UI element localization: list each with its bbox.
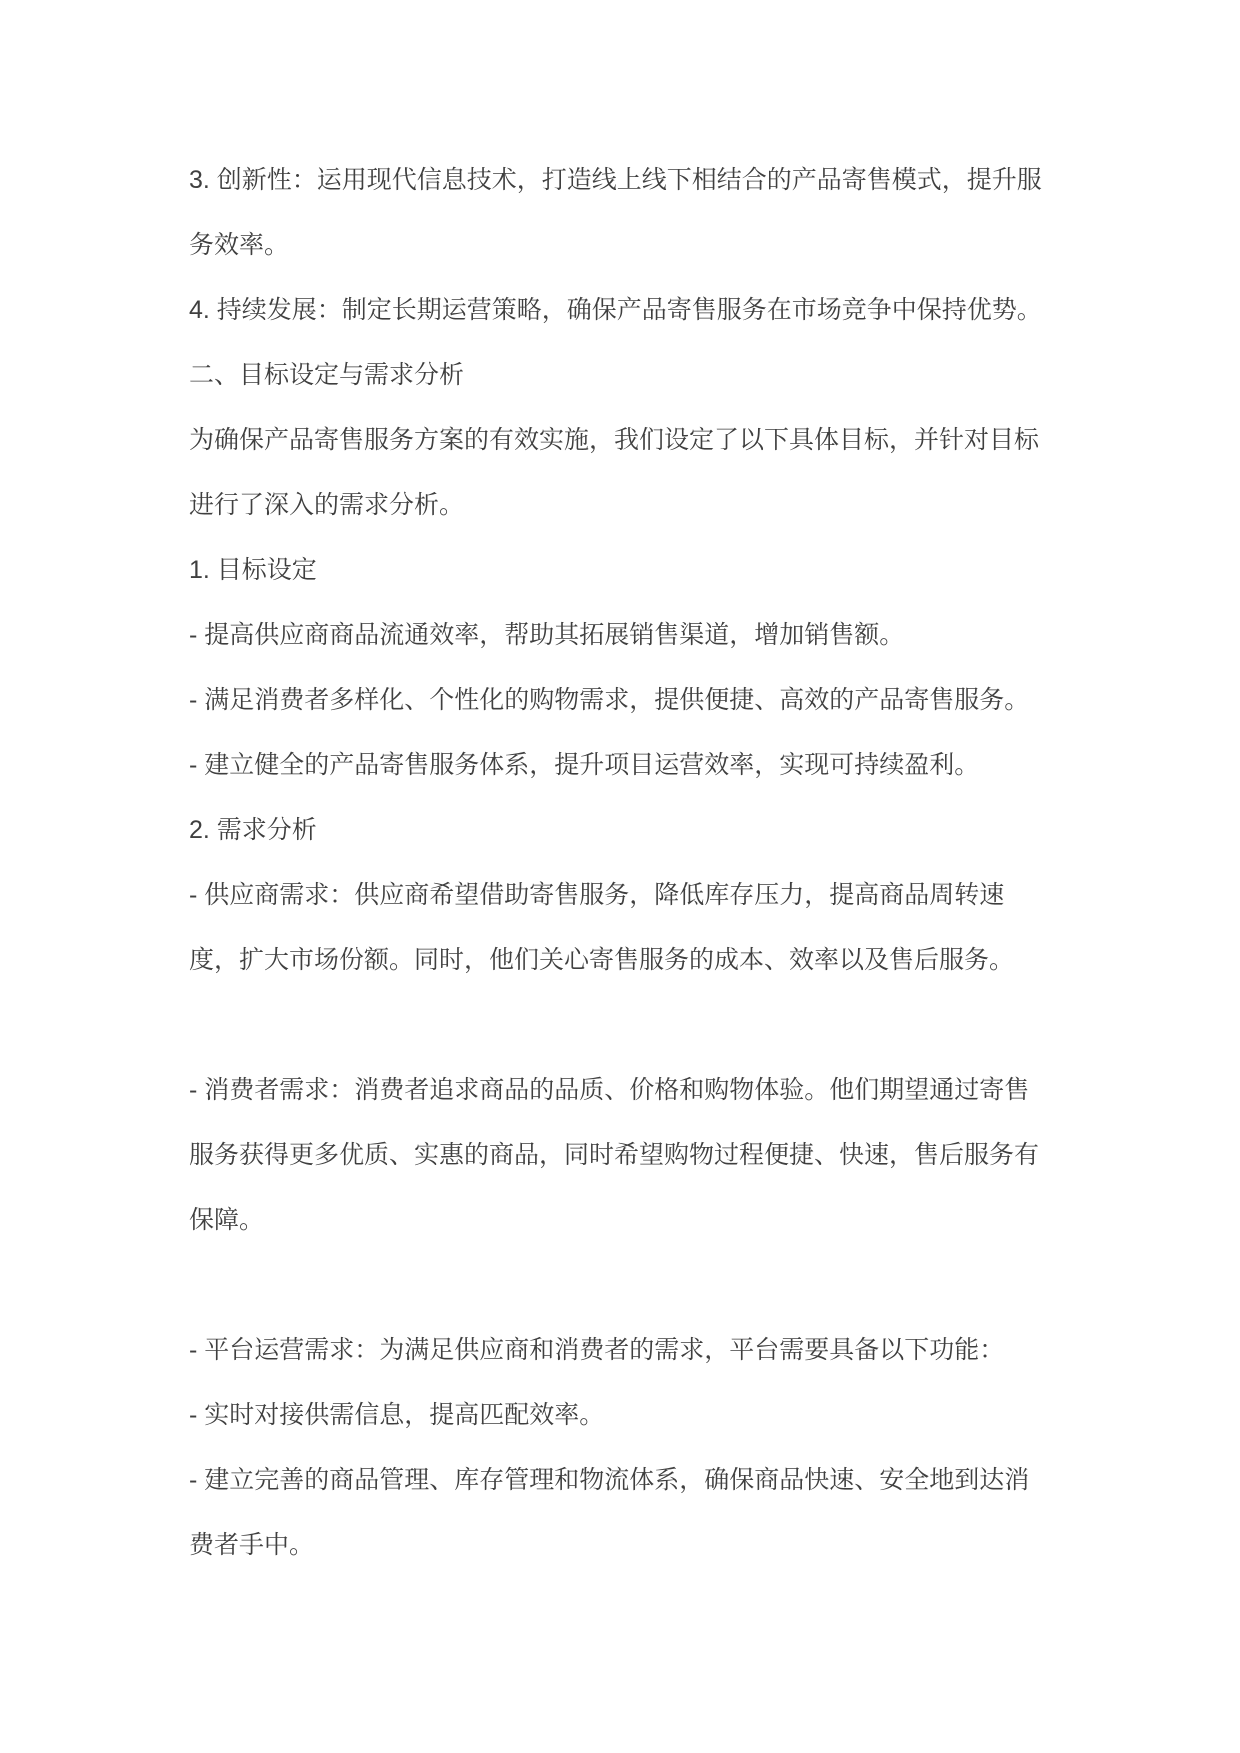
text-line: 务效率。 — [189, 231, 290, 259]
text-line: 服务获得更多优质、实惠的商品，同时希望购物过程便捷、快速，售后服务有 — [189, 1141, 1040, 1169]
document-text — [189, 148, 1240, 1578]
text-line: 为确保产品寄售服务方案的有效实施，我们设定了以下具体目标，并针对目标 — [189, 426, 1040, 454]
blank-line — [189, 993, 1240, 1058]
text-line: 费者手中。 — [189, 1531, 315, 1559]
text-line: - 实时对接供需信息，提高匹配效率。 — [189, 1401, 605, 1429]
text-line: 进行了深入的需求分析。 — [189, 491, 465, 519]
blank-line — [189, 1253, 1240, 1318]
text-line: 4. 持续发展：制定长期运营策略，确保产品寄售服务在市场竞争中保持优势。 — [189, 296, 1042, 324]
text-line: - 供应商需求：供应商希望借助寄售服务，降低库存压力，提高商品周转速 — [189, 881, 1005, 909]
text-line: 度，扩大市场份额。同时，他们关心寄售服务的成本、效率以及售后服务。 — [189, 946, 1015, 974]
text-line: - 平台运营需求：为满足供应商和消费者的需求，平台需要具备以下功能： — [189, 1336, 1005, 1364]
text-line: - 提高供应商商品流通效率，帮助其拓展销售渠道，增加销售额。 — [189, 621, 905, 649]
text-line: - 满足消费者多样化、个性化的购物需求，提供便捷、高效的产品寄售服务。 — [189, 686, 1030, 714]
text-line: - 建立完善的商品管理、库存管理和物流体系，确保商品快速、安全地到达消 — [189, 1466, 1030, 1494]
text-line: 1. 目标设定 — [189, 556, 317, 584]
text-line: - 消费者需求：消费者追求商品的品质、价格和购物体验。他们期望通过寄售 — [189, 1076, 1030, 1104]
text-line: 3. 创新性：运用现代信息技术，打造线上线下相结合的产品寄售模式，提升服 — [189, 166, 1042, 194]
text-line: 保障。 — [189, 1206, 265, 1234]
text-line: - 建立健全的产品寄售服务体系，提升项目运营效率，实现可持续盈利。 — [189, 751, 980, 779]
text-line section-heading: 二、目标设定与需求分析 — [189, 361, 465, 389]
text-line: 2. 需求分析 — [189, 816, 317, 844]
